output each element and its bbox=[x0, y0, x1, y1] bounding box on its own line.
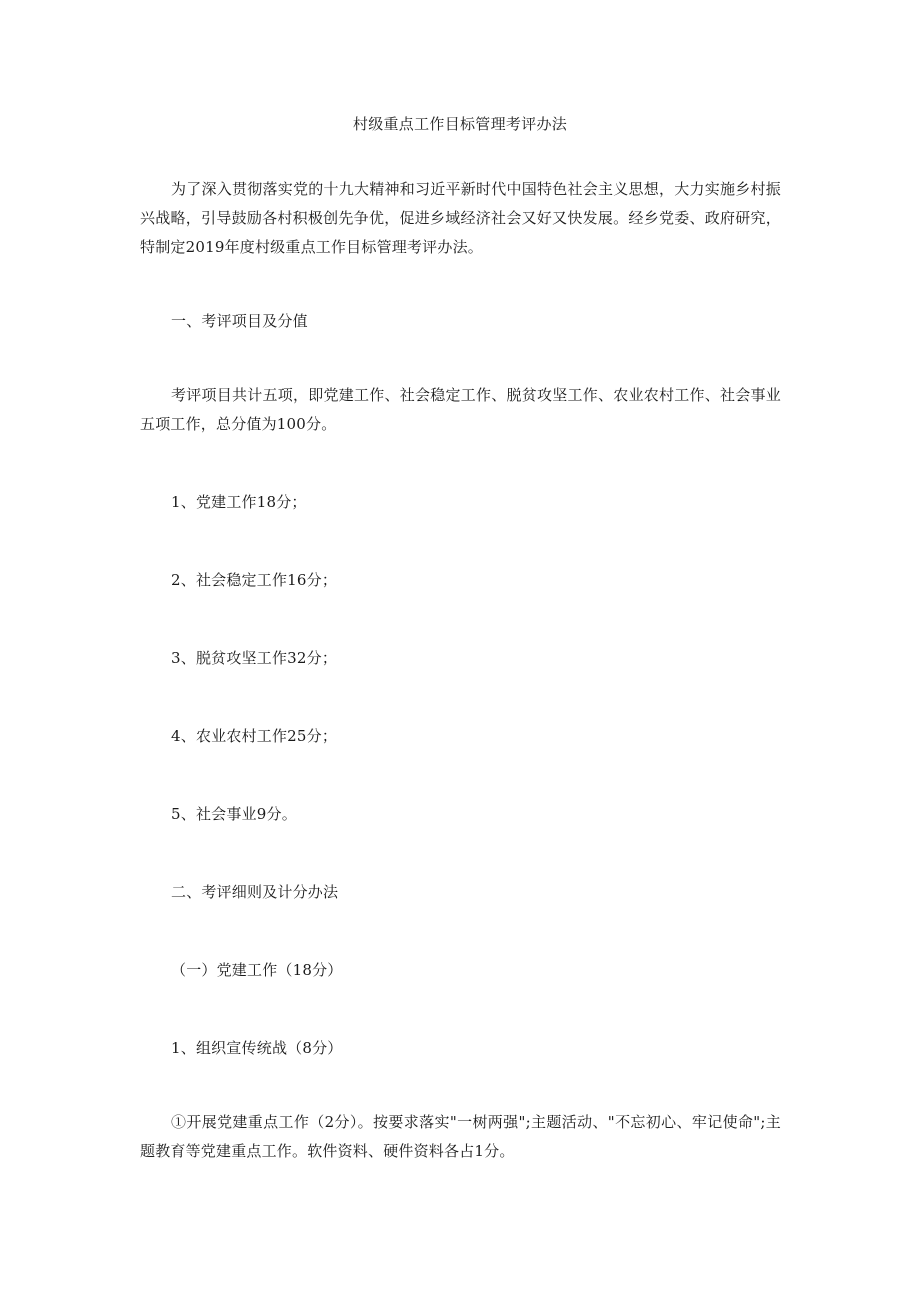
list-item-social-affairs: 5、社会事业9分。 bbox=[171, 805, 297, 823]
section2-heading: 二、考评细则及计分办法 bbox=[171, 883, 339, 901]
section1-body: 考评项目共计五项，即党建工作、社会稳定工作、脱贫攻坚工作、农业农村工作、社会事业五项工作，总分值为100分。 bbox=[140, 386, 781, 433]
subitem1-heading: 1、组织宣传统战（8分） bbox=[171, 1039, 343, 1057]
list-item-agriculture-rural: 4、农业农村工作25分； bbox=[171, 727, 338, 745]
intro-paragraph: 为了深入贯彻落实党的十九大精神和习近平新时代中国特色社会主义思想，大力实施乡村振兴战略，引导鼓励各村积极创先争优，促进乡域经济社会又好又快发展。经乡党委、政府研究，特制定2019年度村级重点工作目标管理考评办法。 bbox=[140, 180, 781, 256]
document-title: 村级重点工作目标管理考评办法 bbox=[352, 115, 568, 133]
list-item-social-stability: 2、社会稳定工作16分； bbox=[171, 571, 338, 589]
list-item-poverty-alleviation: 3、脱贫攻坚工作32分； bbox=[171, 649, 338, 667]
list-item-party-building: 1、党建工作18分； bbox=[171, 493, 307, 511]
subsection1-heading: （一）党建工作（18分） bbox=[171, 961, 343, 979]
section1-heading: 一、考评项目及分值 bbox=[171, 312, 308, 330]
subitem1-body: ①开展党建重点工作（2分）。按要求落实"一树两强";主题活动、"不忘初心、牢记使命";主题教育等党建重点工作。软件资料、硬件资料各占1分。 bbox=[140, 1113, 781, 1160]
